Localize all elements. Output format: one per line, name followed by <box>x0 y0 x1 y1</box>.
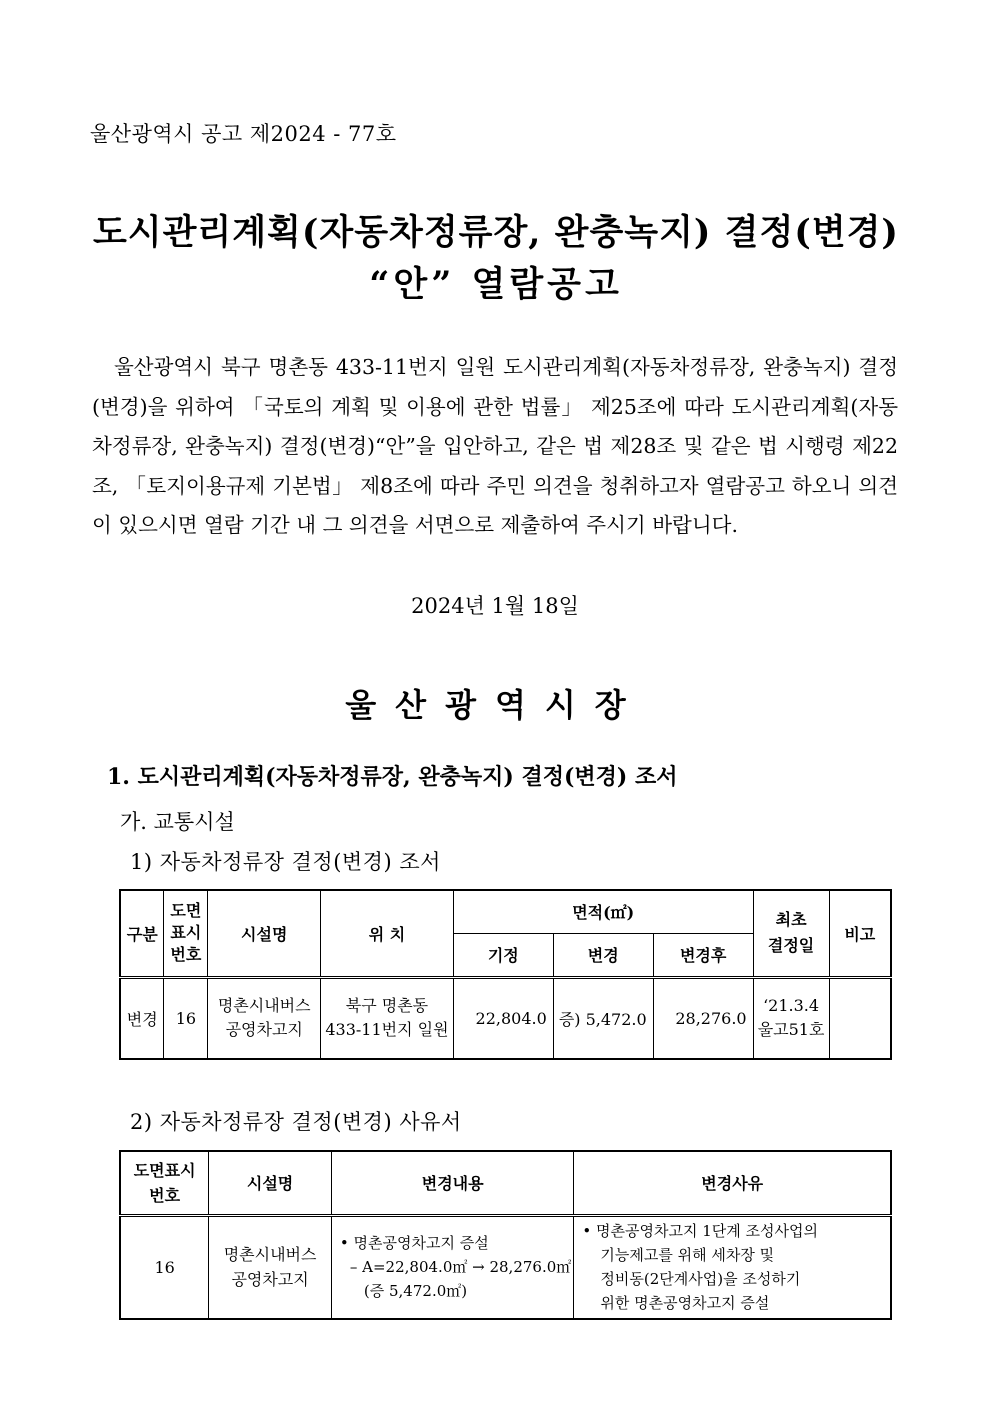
header-first-decision-line1: 최초 <box>775 910 807 930</box>
cell-change-reason <box>574 1215 891 1319</box>
reason-table <box>119 1150 892 1320</box>
header-after: 변경후 <box>653 933 753 977</box>
reason-line4: 위한 명촌공영차고지 증설 <box>600 1294 770 1313</box>
cell-category: 변경 <box>120 977 164 1059</box>
reason-line2: 기능제고를 위해 세차장 및 <box>600 1246 775 1265</box>
reason-line3: 정비동(2단계사업)을 조성하기 <box>600 1270 801 1289</box>
cell-facility-line2: 공영차고지 <box>225 1020 303 1040</box>
document-title-line2: “안” 열람공고 <box>369 264 623 305</box>
decision-table <box>119 889 892 1060</box>
document-title-line1: 도시관리계획(자동차정류장, 완충녹지) 결정(변경) <box>93 212 899 253</box>
header-existing: 기정 <box>453 933 553 977</box>
cell-change-content <box>331 1215 574 1319</box>
subsection-heading-1: 1) 자동차정류장 결정(변경) 조서 <box>130 850 441 874</box>
cell-change-area: 증) 5,472.0 <box>553 977 653 1059</box>
content-line1: • 명촌공영차고지 증설 <box>339 1234 489 1253</box>
table-row <box>120 977 891 1059</box>
notice-date: 2024년 1월 18일 <box>411 594 579 618</box>
header-map-number-line1: 도면표시 <box>133 1160 196 1180</box>
header-first-decision-line2: 결정일 <box>767 936 815 956</box>
cell-facility-line1: 명촌시내버스 <box>223 1245 317 1265</box>
cell-location <box>321 977 454 1059</box>
cell-map-number: 16 <box>120 1215 209 1319</box>
content-line2: – A=22,804.0㎡ → 28,276.0㎡ <box>349 1258 572 1277</box>
header-category: 구분 <box>120 890 164 977</box>
header-area: 면적(㎡) <box>453 890 753 933</box>
header-change-reason: 변경사유 <box>574 1151 891 1215</box>
header-change: 변경 <box>553 933 653 977</box>
cell-remarks <box>829 977 891 1059</box>
header-map-number <box>164 890 208 977</box>
header-map-number-line2: 번호 <box>149 1185 181 1205</box>
header-remarks: 비고 <box>829 890 891 977</box>
header-map-number <box>120 1151 209 1215</box>
header-facility: 시설명 <box>209 1151 332 1215</box>
notice-number: 울산광역시 공고 제2024 - 77호 <box>90 122 397 146</box>
section-heading-1: 1. 도시관리계획(자동차정류장, 완충녹지) 결정(변경) 조서 <box>107 764 678 790</box>
header-change-content: 변경내용 <box>331 1151 574 1215</box>
cell-first-decision-line1: ‘21.3.4 <box>763 996 820 1016</box>
cell-location-line2: 433-11번지 일원 <box>325 1020 449 1040</box>
cell-existing-area: 22,804.0 <box>453 977 553 1059</box>
cell-facility-line1: 명촌시내버스 <box>217 996 311 1016</box>
cell-location-line1: 북구 명촌동 <box>345 996 429 1016</box>
header-location: 위 치 <box>321 890 454 977</box>
cell-after-area: 28,276.0 <box>653 977 753 1059</box>
section-heading-ga: 가. 교통시설 <box>120 810 235 834</box>
cell-facility-line2: 공영차고지 <box>231 1270 309 1290</box>
table-row <box>120 1215 891 1319</box>
header-map-number-line2: 표시 <box>170 923 202 943</box>
cell-facility <box>208 977 321 1059</box>
reason-line1: • 명촌공영차고지 1단계 조성사업의 <box>582 1222 818 1241</box>
notice-body-paragraph: 울산광역시 북구 명촌동 433-11번지 일원 도시관리계획(자동차정류장, 완충녹지) 결정(변경)을 위하여 「국토의 계획 및 이용에 관한 법률」 제25조에 따라 도시관리계획(자동차정류장, 완충녹지) 결정(변경)“안”을 입안하고, 같은 법 제28조 및 같은 법 시행령 제22조, 「토지이용규제 기본법」 제8조에 따라 주민 의견을 청취하고자 열람공고 하오니 의견이 있으시면 열람 기간 내 그 의견을 서면으로 제출하여 주시기 바랍니다. <box>92 355 898 537</box>
header-map-number-line3: 번호 <box>170 945 202 965</box>
cell-first-decision <box>753 977 829 1059</box>
subsection-heading-2: 2) 자동차정류장 결정(변경) 사유서 <box>130 1110 462 1134</box>
signer-name: 울산광역시장 <box>345 686 645 724</box>
cell-facility <box>209 1215 332 1319</box>
content-line3: (증 5,472.0㎡) <box>363 1282 468 1301</box>
header-first-decision <box>753 890 829 977</box>
cell-first-decision-line2: 울고51호 <box>757 1020 825 1040</box>
notice-body <box>92 348 898 546</box>
header-map-number-line1: 도면 <box>170 901 202 921</box>
cell-map-number: 16 <box>164 977 208 1059</box>
header-facility: 시설명 <box>208 890 321 977</box>
